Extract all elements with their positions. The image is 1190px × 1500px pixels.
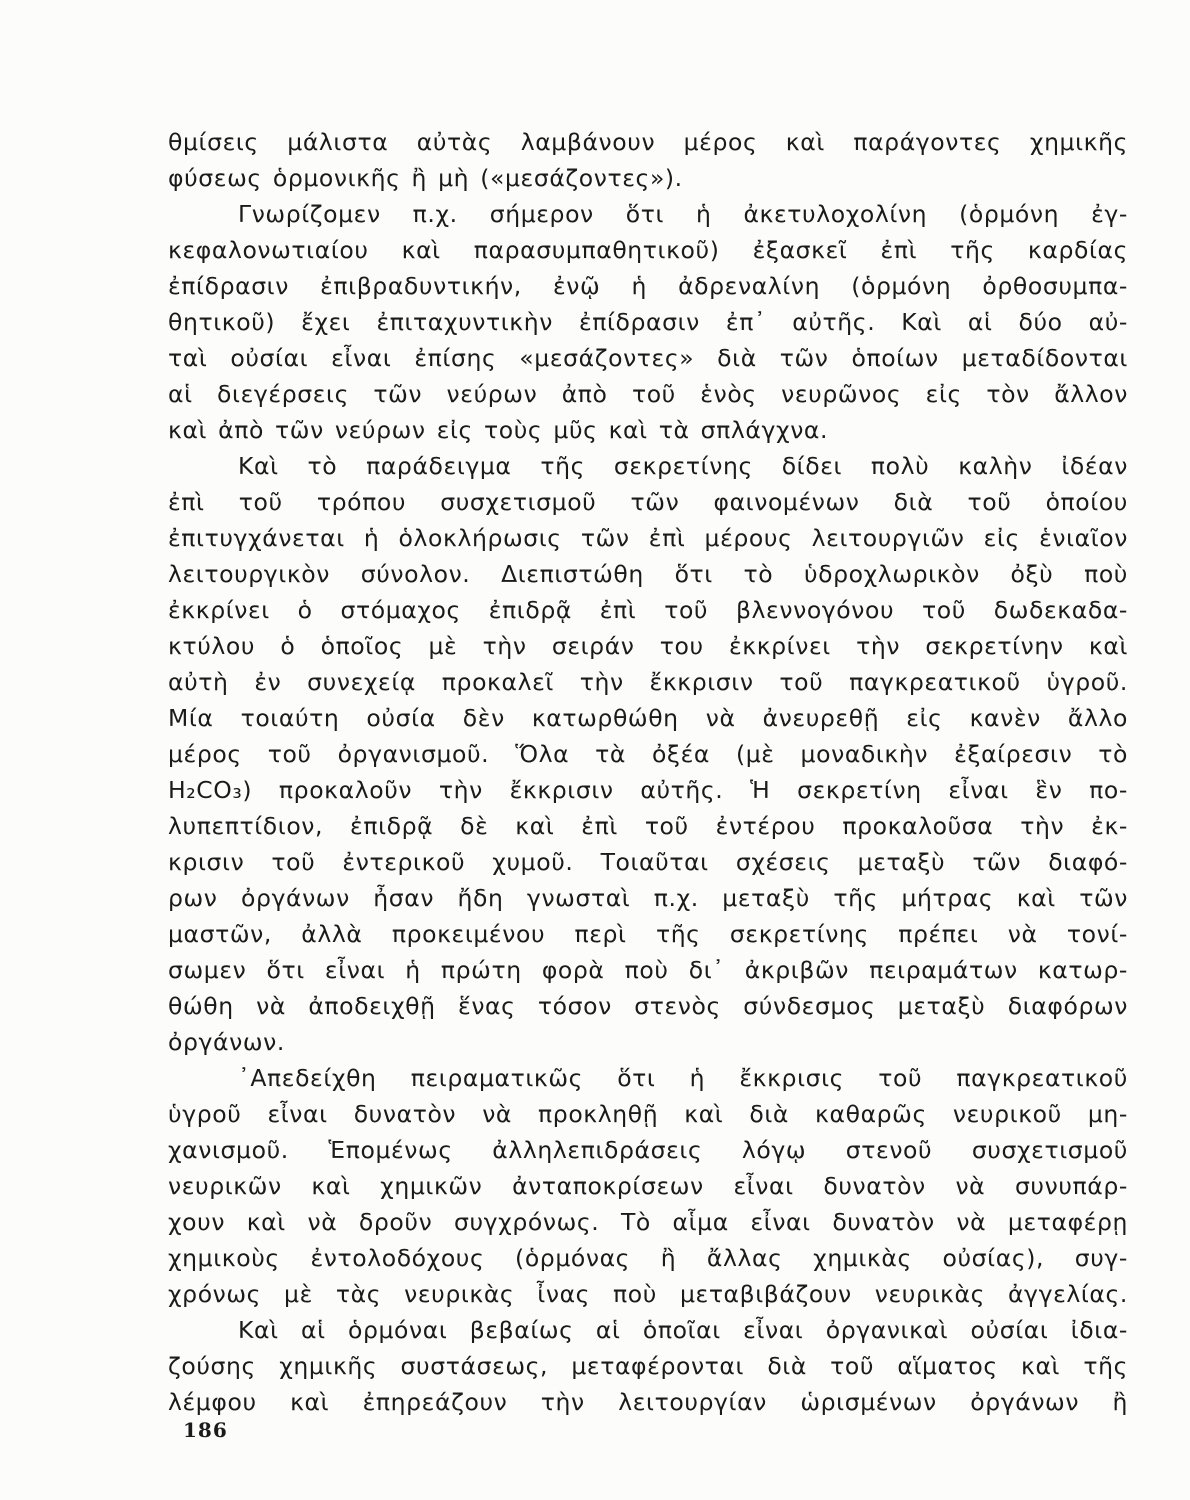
text-line: ταὶ οὐσίαι εἶναι ἐπίσης «μεσάζοντες» διὰ τῶν ὁποίων μεταδίδονται	[168, 344, 1128, 372]
text-line: μαστῶν, ἀλλὰ προκειμένου περὶ τῆς σεκρετίνης πρέπει νὰ τονί-	[168, 920, 1128, 948]
text-line: λυπεπτίδιον, ἐπιδρᾷ δὲ καὶ ἐπὶ τοῦ ἐντέρου προκαλοῦσα τὴν ἐκ-	[168, 812, 1128, 840]
text-line: ᾿Απεδείχθη πειραματικῶς ὅτι ἡ ἔκκρισις τοῦ παγκρεατικοῦ	[238, 1064, 1128, 1092]
text-line: χημικοὺς ἐντολοδόχους (ὁρμόνας ἢ ἄλλας χημικὰς οὐσίας), συγ-	[168, 1244, 1128, 1272]
text-line: Καὶ αἱ ὁρμόναι βεβαίως αἱ ὁποῖαι εἶναι ὀργανικαὶ οὐσίαι ἰδια-	[238, 1316, 1128, 1344]
text-line: ἐπιτυγχάνεται ἡ ὁλοκλήρωσις τῶν ἐπὶ μέρους λειτουργιῶν εἰς ἑνιαῖον	[168, 524, 1128, 552]
text-line: Καὶ τὸ παράδειγμα τῆς σεκρετίνης δίδει πολὺ καλὴν ἰδέαν	[238, 452, 1128, 480]
text-line: Μία τοιαύτη οὐσία δὲν κατωρθώθη νὰ ἀνευρεθῇ εἰς κανὲν ἄλλο	[168, 704, 1128, 732]
text-line: αἱ διεγέρσεις τῶν νεύρων ἀπὸ τοῦ ἑνὸς νευρῶνος εἰς τὸν ἄλλον	[168, 380, 1128, 408]
text-line: σωμεν ὅτι εἶναι ἡ πρώτη φορὰ ποὺ δι᾿ ἀκριβῶν πειραμάτων κατωρ-	[168, 956, 1128, 984]
text-line: H₂CO₃) προκαλοῦν τὴν ἔκκρισιν αὐτῆς. Ἡ σεκρετίνη εἶναι ἓν πο-	[168, 776, 1128, 804]
text-line: κεφαλονωτιαίου καὶ παρασυμπαθητικοῦ) ἐξασκεῖ ἐπὶ τῆς καρδίας	[168, 236, 1128, 264]
text-line: ἐπὶ τοῦ τρόπου συσχετισμοῦ τῶν φαινομένων διὰ τοῦ ὁποίου	[168, 488, 1128, 516]
page-number: 186	[183, 1418, 228, 1442]
text-line: λειτουργικὸν σύνολον. Διεπιστώθη ὅτι τὸ ὑδροχλωρικὸν ὀξὺ ποὺ	[168, 560, 1128, 588]
text-line: κτύλου ὁ ὁποῖος μὲ τὴν σειράν του ἐκκρίνει τὴν σεκρετίνην καὶ	[168, 632, 1128, 660]
text-line: χανισμοῦ. Ἑπομένως ἀλληλεπιδράσεις λόγῳ στενοῦ συσχετισμοῦ	[168, 1136, 1128, 1164]
text-line: θητικοῦ) ἔχει ἐπιταχυντικὴν ἐπίδρασιν ἐπ᾿ αὐτῆς. Καὶ αἱ δύο αὐ-	[168, 308, 1128, 336]
text-line: μέρος τοῦ ὀργανισμοῦ. Ὅλα τὰ ὀξέα (μὲ μοναδικὴν ἐξαίρεσιν τὸ	[168, 740, 1128, 768]
text-line: ἐκκρίνει ὁ στόμαχος ἐπιδρᾷ ἐπὶ τοῦ βλεννογόνου τοῦ δωδεκαδα-	[168, 596, 1128, 624]
text-line: αὐτὴ ἐν συνεχείᾳ προκαλεῖ τὴν ἔκκρισιν τοῦ παγκρεατικοῦ ὑγροῦ.	[168, 668, 1128, 696]
text-line: καὶ ἀπὸ τῶν νεύρων εἰς τοὺς μῦς καὶ τὰ σπλάγχνα.	[168, 416, 829, 444]
text-line: θώθη νὰ ἀποδειχθῇ ἕνας τόσον στενὸς σύνδεσμος μεταξὺ διαφόρων	[168, 992, 1128, 1020]
text-line: ὑγροῦ εἶναι δυνατὸν νὰ προκληθῇ καὶ διὰ καθαρῶς νευρικοῦ μη-	[168, 1100, 1128, 1128]
text-line: φύσεως ὁρμονικῆς ἢ μὴ («μεσάζοντες»).	[168, 164, 683, 192]
text-line: ὀργάνων.	[168, 1028, 285, 1056]
text-line: Γνωρίζομεν π.χ. σήμερον ὅτι ἡ ἀκετυλοχολίνη (ὁρμόνη ἐγ-	[238, 200, 1128, 228]
text-line: κρισιν τοῦ ἐντερικοῦ χυμοῦ. Τοιαῦται σχέσεις μεταξὺ τῶν διαφό-	[168, 848, 1128, 876]
text-line: χουν καὶ νὰ δροῦν συγχρόνως. Τὸ αἷμα εἶναι δυνατὸν νὰ μεταφέρῃ	[168, 1208, 1128, 1236]
text-line: θμίσεις μάλιστα αὐτὰς λαμβάνουν μέρος καὶ παράγοντες χημικῆς	[168, 128, 1128, 156]
text-line: χρόνως μὲ τὰς νευρικὰς ἶνας ποὺ μεταβιβάζουν νευρικὰς ἀγγελίας.	[168, 1280, 1128, 1308]
text-line: λέμφου καὶ ἐπηρεάζουν τὴν λειτουργίαν ὡρισμένων ὀργάνων ἢ	[168, 1388, 1128, 1416]
text-line: ζούσης χημικῆς συστάσεως, μεταφέρονται διὰ τοῦ αἵματος καὶ τῆς	[168, 1352, 1128, 1380]
text-line: νευρικῶν καὶ χημικῶν ἀνταποκρίσεων εἶναι δυνατὸν νὰ συνυπάρ-	[168, 1172, 1128, 1200]
text-line: ρων ὀργάνων ἦσαν ἤδη γνωσταὶ π.χ. μεταξὺ τῆς μήτρας καὶ τῶν	[168, 884, 1128, 912]
text-line: ἐπίδρασιν ἐπιβραδυντικήν, ἐνῷ ἡ ἀδρεναλίνη (ὁρμόνη ὀρθοσυμπα-	[168, 272, 1128, 300]
